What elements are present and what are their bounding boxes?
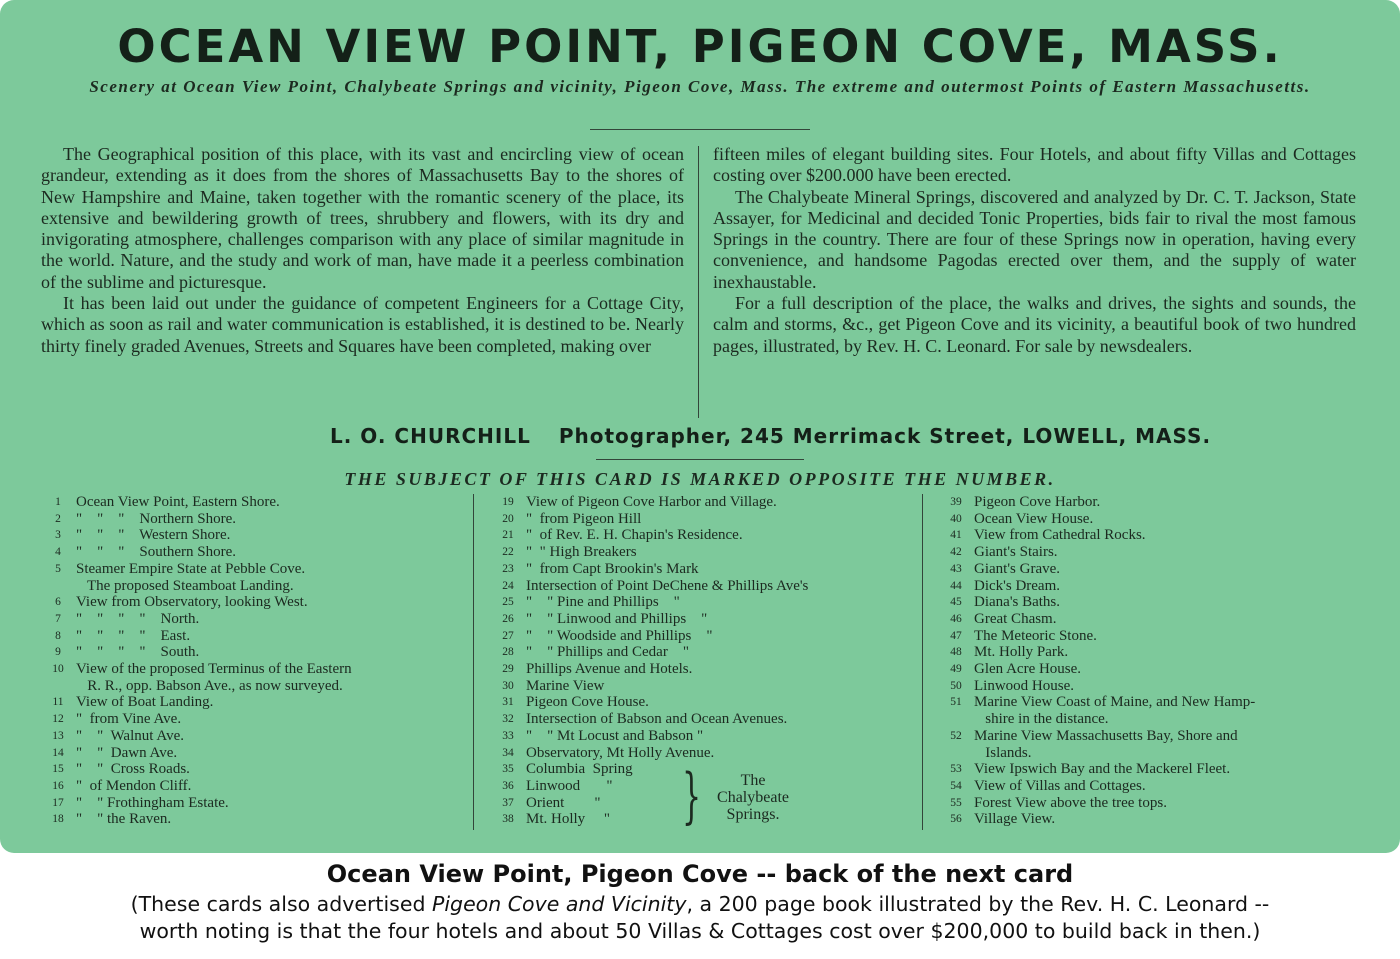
item-number: 7: [55, 612, 61, 625]
list-item: [40, 544, 460, 561]
item-number: [938, 711, 974, 728]
item-text: " " Cross Roads.: [76, 761, 190, 778]
item-number: 35: [502, 763, 514, 776]
photographer-address: Photographer, 245 Merrimack Street, LOWELL, MASS.: [558, 424, 1212, 448]
item-text: R. R., opp. Babson Ave., as now surveyed.: [76, 677, 343, 694]
list-item: [40, 628, 460, 645]
paragraph: The Chalybeate Mineral Springs, discovered and analyzed by Dr. C. T. Jackson, State Assayer, for Medicinal and decided Tonic Properties, bids fair to rival the most famous Springs in the country. There are four of these Springs now in operation, having every convenience, and handsome Pagodas erected over them, and the supply of water inexhaustable.: [713, 186, 1356, 292]
item-number: [40, 678, 76, 695]
list-item: [40, 778, 460, 795]
item-number: 53: [950, 763, 962, 776]
list-item: [40, 578, 460, 595]
caption: [0, 857, 1400, 945]
item-text: Observatory, Mt Holly Avenue.: [526, 744, 715, 761]
list-item: [938, 795, 1358, 812]
list-item: [938, 761, 1358, 778]
item-text: The proposed Steamboat Landing.: [76, 577, 294, 594]
paragraph: The Geographical position of this place, with its vast and encircling view of ocean grandeur, extending as it does from the shores of Massachusetts Bay to the shores of New Hampshire and Maine, taken together with the romantic scenery of the place, its extensive and bewildering growth of trees, shrubbery and flowers, with its dry and invigorating atmosphere, challenges comparison with any place of similar magnitude in the world. Nature, and the study and work of man, have made it a peerless combination of the sublime and picturesque.: [41, 144, 684, 292]
list-item: [938, 694, 1358, 711]
item-text: View Ipswich Bay and the Mackerel Fleet.: [974, 761, 1231, 778]
item-number: 5: [55, 562, 61, 575]
item-number: 33: [502, 729, 514, 742]
item-text: Ocean View House.: [974, 510, 1094, 527]
item-number: 13: [52, 729, 64, 742]
item-number: 28: [502, 646, 514, 659]
springs-label-line: Chalybeate: [717, 789, 789, 806]
list-item: [40, 811, 460, 828]
item-number: 1: [55, 496, 61, 508]
item-text: View from Cathedral Rocks.: [974, 527, 1146, 544]
item-number: 48: [950, 646, 962, 659]
item-text: " " " " East.: [76, 627, 191, 644]
item-text: " " " " South.: [76, 644, 200, 661]
caption-text: (These cards also advertised: [130, 892, 432, 916]
brace-icon: }: [682, 761, 702, 831]
item-text: Giant's Stairs.: [974, 544, 1058, 561]
subtitle-rule: [590, 129, 810, 130]
list-item: [40, 594, 460, 611]
list-item: [490, 745, 910, 762]
item-number: 24: [502, 579, 514, 592]
item-number: 20: [502, 512, 514, 525]
book-title: Pigeon Cove and Vicinity: [432, 892, 687, 916]
item-number: 23: [502, 562, 514, 575]
item-text: " " " Western Shore.: [76, 527, 231, 544]
item-text: " " " " North.: [76, 610, 200, 627]
list-item: [938, 594, 1358, 611]
item-number: 54: [950, 779, 962, 792]
list-item: [490, 561, 910, 578]
subject-heading: THE SUBJECT OF THIS CARD IS MARKED OPPOSITE THE NUMBER.: [344, 469, 1056, 489]
item-text: " " High Breakers: [526, 544, 637, 561]
item-number: 19: [502, 496, 514, 508]
list-item: [938, 661, 1358, 678]
item-text: " of Rev. E. H. Chapin's Residence.: [526, 527, 743, 544]
item-text: Linwood House.: [974, 677, 1074, 694]
list-item: [938, 745, 1358, 762]
list-item: [40, 494, 460, 511]
item-text: View from Observatory, looking West.: [76, 594, 308, 611]
item-number: 51: [950, 696, 962, 709]
item-text: Giant's Grave.: [974, 560, 1061, 577]
paragraph: It has been laid out under the guidance of competent Engineers for a Cottage City, which as soon as rail and water communication is established, it is destined to be. Nearly thirty finely graded Avenues, Streets and Squares have been completed, making over: [41, 293, 684, 356]
item-text: " of Mendon Cliff.: [76, 777, 192, 794]
list-item: [40, 611, 460, 628]
item-number: 9: [55, 646, 61, 659]
item-text: " from Vine Ave.: [76, 711, 182, 728]
item-number: 50: [950, 679, 962, 692]
item-number: 25: [502, 596, 514, 609]
list-item: [40, 661, 460, 678]
item-text: The Meteoric Stone.: [974, 627, 1097, 644]
item-number: 32: [502, 713, 514, 726]
item-text: Great Chasm.: [974, 610, 1057, 627]
item-text: Marine View: [526, 677, 605, 694]
item-number: 44: [950, 579, 962, 592]
item-number: 30: [502, 679, 514, 692]
chalybeate-springs-label: [707, 772, 799, 823]
subject-list-column-1: [40, 494, 460, 828]
list-item: [938, 711, 1358, 728]
item-number: 14: [52, 746, 64, 759]
list-item: [40, 511, 460, 528]
list-item: [40, 527, 460, 544]
description-right-column: [713, 144, 1356, 357]
list-item: [40, 711, 460, 728]
item-number: 52: [950, 729, 962, 742]
item-number: 22: [502, 546, 514, 559]
item-number: 42: [950, 546, 962, 559]
item-text: Mt. Holly ": [526, 811, 611, 828]
item-text: " from Pigeon Hill: [526, 510, 642, 527]
list-item: [490, 594, 910, 611]
item-number: 12: [52, 713, 64, 726]
item-number: 31: [502, 696, 514, 709]
item-text: Islands.: [974, 744, 1032, 761]
item-text: " " Linwood and Phillips ": [526, 610, 708, 627]
list-item: [490, 527, 910, 544]
item-number: 46: [950, 612, 962, 625]
item-number: 11: [52, 696, 64, 709]
list-item: [40, 694, 460, 711]
list-item: [938, 611, 1358, 628]
list-item: [938, 644, 1358, 661]
item-number: 39: [950, 496, 962, 508]
item-text: " " Mt Locust and Babson ": [526, 727, 704, 744]
item-number: 34: [502, 746, 514, 759]
list-item: [938, 778, 1358, 795]
list-item: [490, 578, 910, 595]
item-text: " " Frothingham Estate.: [76, 794, 229, 811]
list-item: [490, 661, 910, 678]
item-number: 3: [55, 529, 61, 542]
description-left-column: [41, 144, 684, 357]
item-number: 40: [950, 512, 962, 525]
item-number: 18: [52, 813, 64, 826]
list-item: [490, 628, 910, 645]
list-item: [490, 694, 910, 711]
item-number: 10: [52, 663, 64, 676]
item-text: " " " Southern Shore.: [76, 544, 237, 561]
item-number: 37: [502, 796, 514, 809]
item-text: View of the proposed Terminus of the Eastern: [76, 661, 352, 678]
list-item: [490, 728, 910, 745]
column-divider: [698, 146, 699, 418]
card-subtitle: Scenery at Ocean View Point, Chalybeate Springs and vicinity, Pigeon Cove, Mass. The extreme and outermost Points of Eastern Massachusetts.: [89, 77, 1311, 96]
item-number: [938, 745, 974, 762]
list-item: [490, 494, 910, 511]
list-item: [40, 795, 460, 812]
item-number: 56: [950, 813, 962, 826]
item-number: 2: [55, 512, 61, 525]
item-text: " " Walnut Ave.: [76, 727, 184, 744]
list-item: [938, 678, 1358, 695]
item-text: Orient ": [526, 794, 601, 811]
springs-label-line: The: [740, 772, 766, 789]
item-number: 16: [52, 779, 64, 792]
item-text: " " " Northern Shore.: [76, 510, 237, 527]
item-number: 4: [55, 546, 61, 559]
paragraph: fifteen miles of elegant building sites. Four Hotels, and about fifty Villas and Cottages costing over $200.000 have been erected.: [713, 144, 1356, 186]
list-item: [490, 544, 910, 561]
item-number: 49: [950, 663, 962, 676]
list-item: [938, 811, 1358, 828]
item-number: 41: [950, 529, 962, 542]
item-number: 15: [52, 763, 64, 776]
item-text: View of Boat Landing.: [76, 694, 214, 711]
item-text: " " the Raven.: [76, 811, 172, 828]
item-text: Forest View above the tree tops.: [974, 794, 1167, 811]
item-number: 17: [52, 796, 64, 809]
item-number: 6: [55, 596, 61, 609]
item-text: Glen Acre House.: [974, 661, 1082, 678]
list-item: [938, 494, 1358, 511]
item-text: shire in the distance.: [974, 711, 1109, 728]
item-text: Pigeon Cove House.: [526, 694, 649, 711]
item-text: Dick's Dream.: [974, 577, 1061, 594]
card-title: OCEAN VIEW POINT, PIGEON COVE, MASS.: [117, 20, 1283, 73]
item-number: 43: [950, 562, 962, 575]
item-text: Phillips Avenue and Hotels.: [526, 661, 693, 678]
caption-note-line: [0, 891, 1400, 918]
item-text: Village View.: [974, 811, 1056, 828]
list-item: [938, 511, 1358, 528]
item-number: 8: [55, 629, 61, 642]
subject-list-column-3: [938, 494, 1358, 828]
list-item: [938, 578, 1358, 595]
list-item: [490, 711, 910, 728]
item-number: 29: [502, 663, 514, 676]
list-item: [938, 544, 1358, 561]
caption-note: [0, 891, 1400, 945]
item-text: " " Pine and Phillips ": [526, 594, 680, 611]
list-item: [40, 561, 460, 578]
item-number: 26: [502, 612, 514, 625]
item-text: Ocean View Point, Eastern Shore.: [76, 494, 280, 510]
item-text: Intersection of Point DeChene & Phillips Ave's: [526, 577, 809, 594]
item-text: Linwood ": [526, 777, 613, 794]
item-number: 27: [502, 629, 514, 642]
item-number: 21: [502, 529, 514, 542]
photographer-name: L. O. CHURCHILL: [330, 424, 531, 448]
item-text: " " Phillips and Cedar ": [526, 644, 689, 661]
list-item: [40, 728, 460, 745]
list-item: [40, 761, 460, 778]
list-item: [40, 678, 460, 695]
item-text: View of Pigeon Cove Harbor and Village.: [526, 494, 777, 510]
item-text: Pigeon Cove Harbor.: [974, 494, 1101, 510]
caption-note-line: worth noting is that the four hotels and about 50 Villas & Cottages cost over $200,000 to build back in then.): [139, 919, 1261, 943]
list-divider: [922, 494, 923, 830]
list-item: [490, 611, 910, 628]
list-item: [490, 511, 910, 528]
list-item: [938, 561, 1358, 578]
item-text: " " Dawn Ave.: [76, 744, 178, 761]
list-item: [40, 644, 460, 661]
list-item: [938, 527, 1358, 544]
caption-text: , a 200 page book illustrated by the Rev. H. C. Leonard --: [686, 892, 1270, 916]
item-text: " from Capt Brookin's Mark: [526, 560, 699, 577]
item-text: Steamer Empire State at Pebble Cove.: [76, 560, 306, 577]
springs-label-line: Springs.: [726, 806, 780, 823]
item-number: 47: [950, 629, 962, 642]
item-text: " " Woodside and Phillips ": [526, 627, 713, 644]
item-text: Marine View Massachusetts Bay, Shore and: [974, 727, 1238, 744]
list-item: [938, 728, 1358, 745]
paragraph: For a full description of the place, the walks and drives, the sights and sounds, the calm and storms, &c., get Pigeon Cove and its vicinity, a beautiful book of two hundred pages, illustrated, by Rev. H. C. Leonard. For sale by newsdealers.: [713, 293, 1356, 356]
list-divider: [473, 494, 474, 830]
photographer-line: [0, 424, 1400, 448]
item-text: Columbia Spring: [526, 761, 633, 778]
item-number: 45: [950, 596, 962, 609]
photographer-rule: [596, 459, 804, 460]
caption-title: Ocean View Point, Pigeon Cove -- back of the next card: [326, 860, 1074, 888]
item-number: [40, 578, 76, 595]
list-item: [490, 678, 910, 695]
item-text: Intersection of Babson and Ocean Avenues.: [526, 711, 788, 728]
item-text: Diana's Baths.: [974, 594, 1061, 611]
item-number: 36: [502, 779, 514, 792]
item-number: 55: [950, 796, 962, 809]
item-text: View of Villas and Cottages.: [974, 777, 1146, 794]
list-item: [490, 644, 910, 661]
item-text: Mt. Holly Park.: [974, 644, 1069, 661]
list-item: [40, 745, 460, 762]
list-item: [938, 628, 1358, 645]
item-text: Marine View Coast of Maine, and New Hamp-: [974, 694, 1256, 711]
item-number: 38: [502, 813, 514, 826]
